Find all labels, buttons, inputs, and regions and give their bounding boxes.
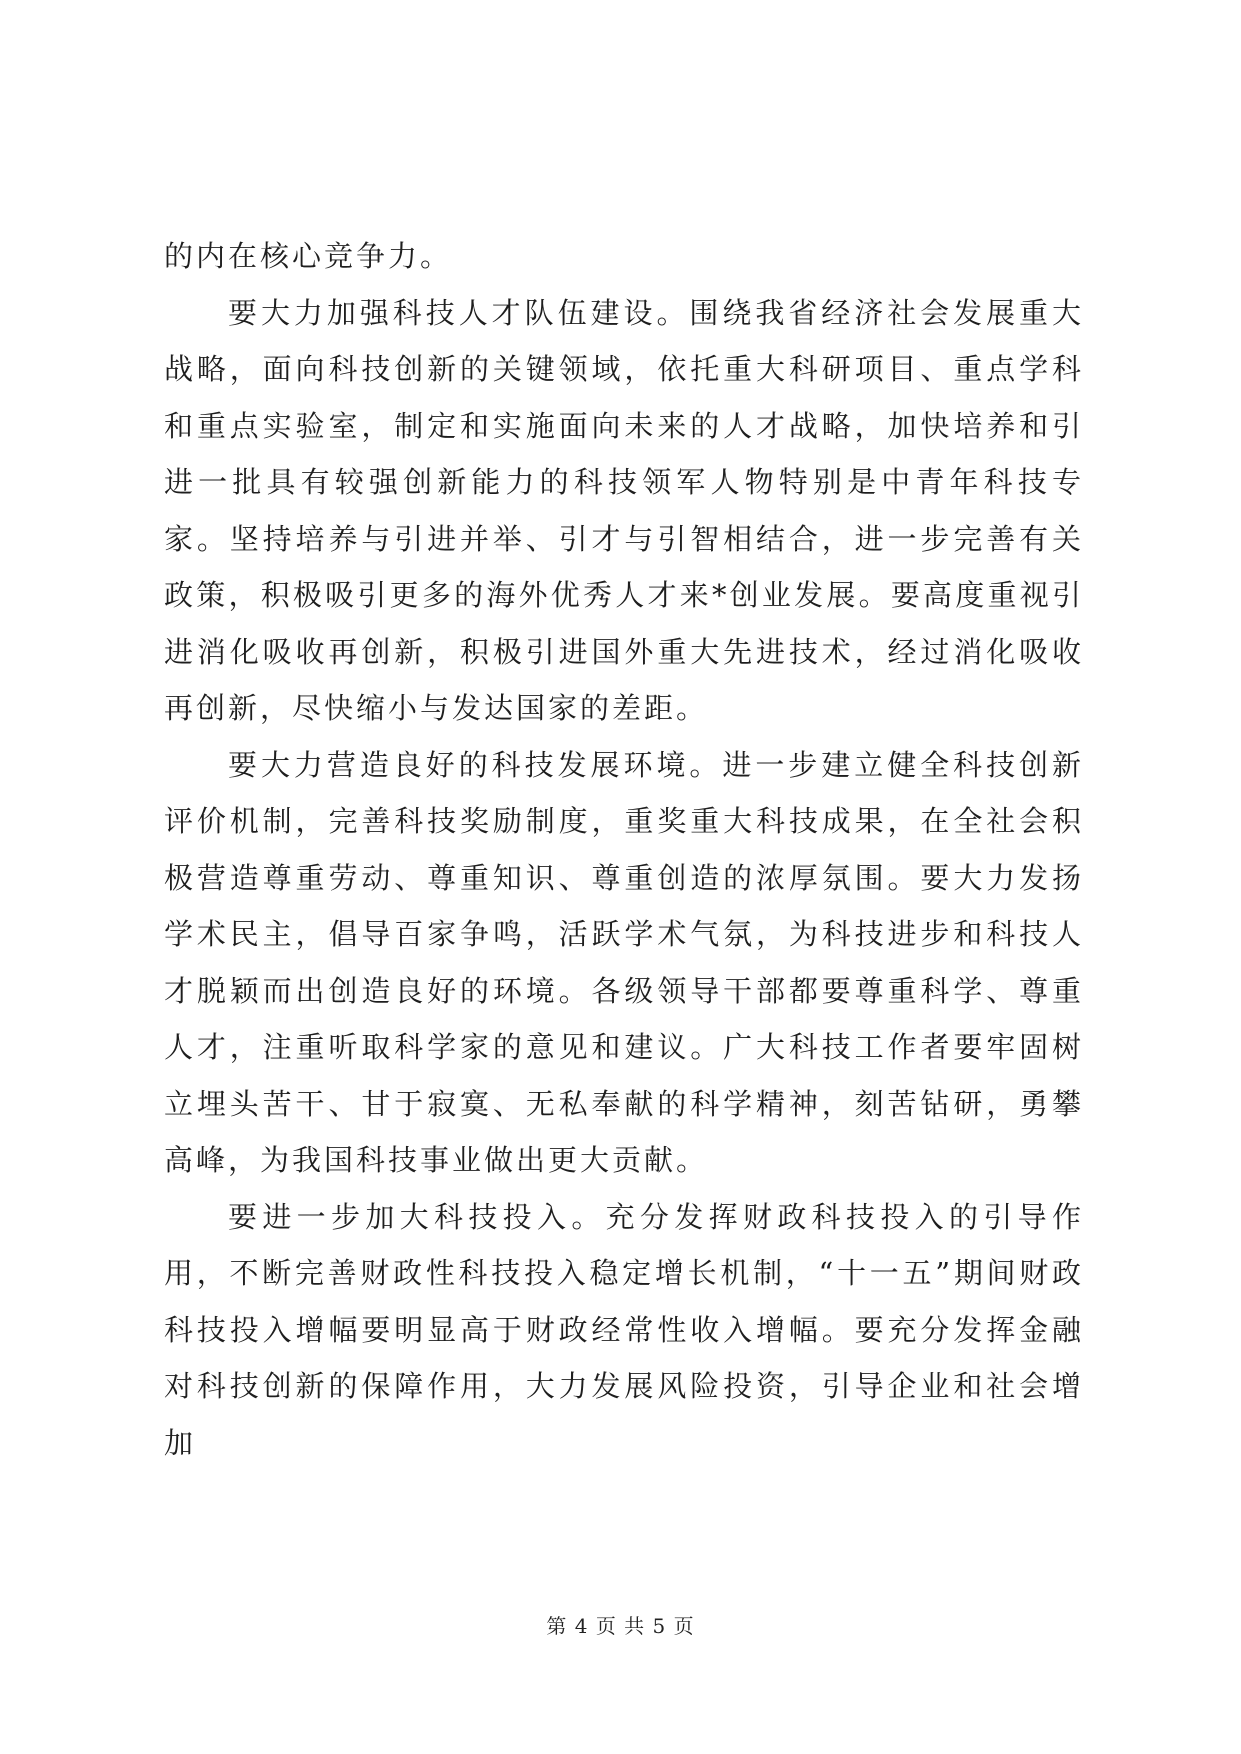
paragraph-talent: 要大力加强科技人才队伍建设。围绕我省经济社会发展重大战略，面向科技创新的关键领域，依托重大科研项目、重点学科和重点实验室，制定和实施面向未来的人才战略，加快培养和引进一批具有较强创新能力的科技领军人物特别是中青年科技专家。坚持培养与引进并举、引才与引智相结合，进一步完善有关政策，积极吸引更多的海外优秀人才来*创业发展。要高度重视引进消化吸收再创新，积极引进国外重大先进技术，经过消化吸收再创新，尽快缩小与发达国家的差距。 bbox=[164, 295, 1084, 725]
paragraph-investment: 要进一步加大科技投入。充分发挥财政科技投入的引导作用，不断完善财政性科技投入稳定增长机制，“十一五”期间财政科技投入增幅要明显高于财政经常性收入增幅。要充分发挥金融对科技创新的保障作用，大力发展风险投资，引导企业和社会增加 bbox=[164, 1199, 1084, 1460]
paragraph-continuation: 的内在核心竞争力。 bbox=[164, 239, 453, 273]
paragraph-environment: 要大力营造良好的科技发展环境。进一步建立健全科技创新评价机制，完善科技奖励制度，重奖重大科技成果，在全社会积极营造尊重劳动、尊重知识、尊重创造的浓厚氛围。要大力发扬学术民主，倡导百家争鸣，活跃学术气氛，为科技进步和科技人才脱颖而出创造良好的环境。各级领导干部都要尊重科学、尊重人才，注重听取科学家的意见和建议。广大科技工作者要牢固树立埋头苦干、甘于寂寞、无私奉献的科学精神，刻苦钻研，勇攀高峰，为我国科技事业做出更大贡献。 bbox=[164, 747, 1084, 1177]
document-body bbox=[164, 228, 1084, 1471]
page-footer: 第 4 页 共 5 页 bbox=[546, 1614, 695, 1638]
